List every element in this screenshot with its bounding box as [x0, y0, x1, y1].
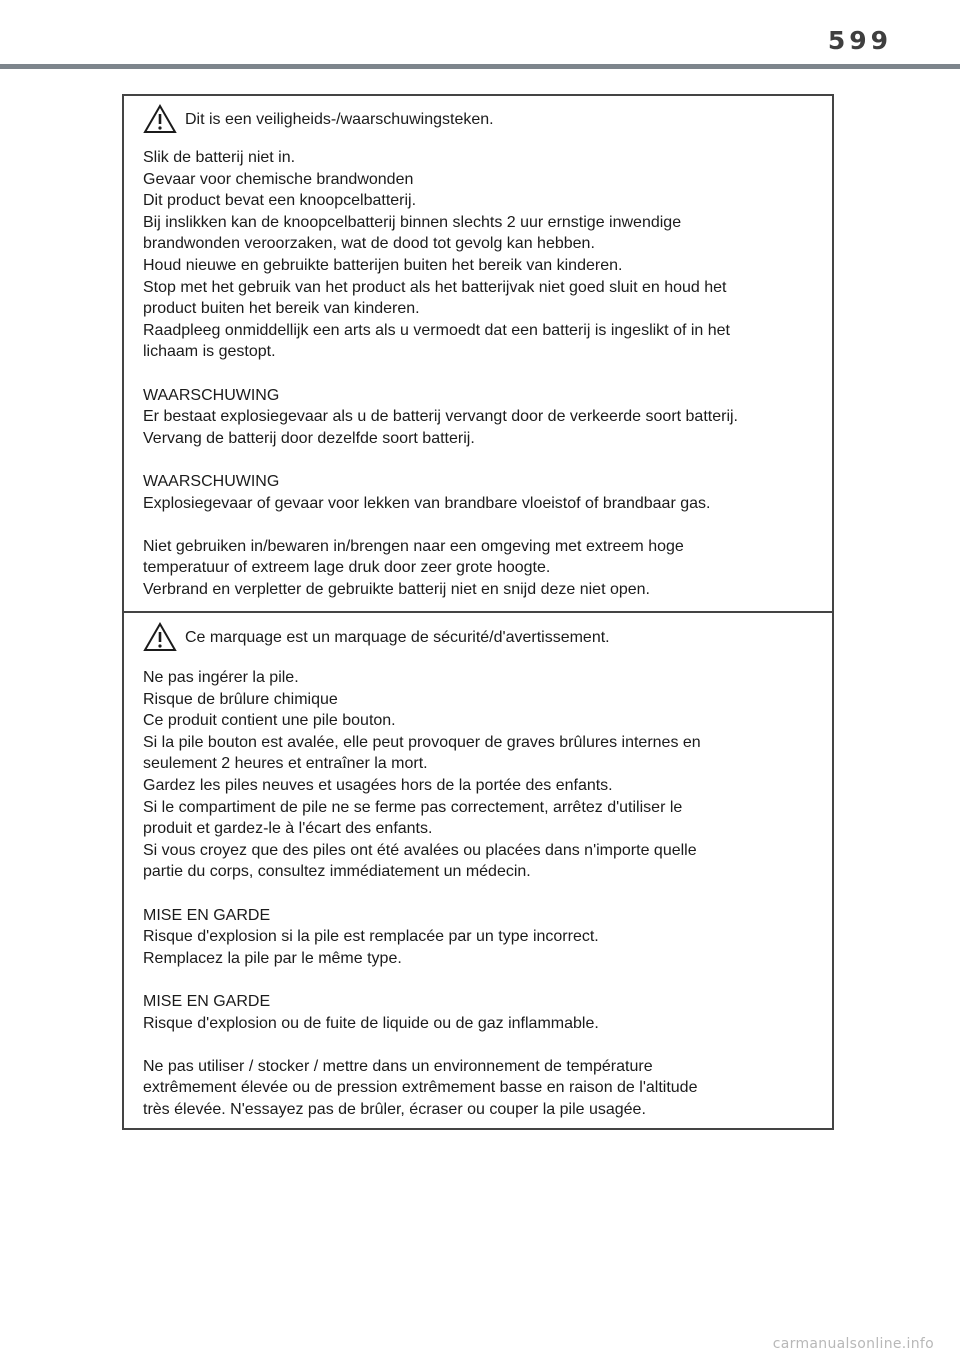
page-number: 599	[827, 26, 892, 55]
dutch-notice-body	[143, 147, 828, 600]
french-paragraph-1: Ne pas ingérer la pile. Risque de brûlure chimique Ce produit contient une pile bouton. Si la pile bouton est avalée, elle peut provoquer de graves brûlures internes en seulement 2 heures et entraîner la mort. Gardez les piles neuves et usagées hors de la portée des enfants. Si le compartiment de pile ne se ferme pas correctement, arrêtez d'utiliser le produit et gardez-le à l'écart des enfants. Si vous croyez que des piles ont été avalées ou placées dans n'importe quelle partie du corps, consultez immédiatement un médecin.	[143, 669, 701, 881]
dutch-notice-section	[124, 96, 832, 612]
header-rule	[0, 64, 960, 69]
french-notice-body	[143, 667, 828, 1120]
french-paragraph-3: MISE EN GARDE Risque d'explosion ou de fuite de liquide ou de gaz inflammable.	[143, 992, 599, 1032]
battery-safety-notice-box	[122, 94, 834, 1130]
dutch-warning-label: Dit is een veiligheids-/waarschuwingsteken.	[185, 110, 494, 128]
dutch-paragraph-3: WAARSCHUWING Explosiegevaar of gevaar voor lekken van brandbare vloeistof of brandbaar gas.	[143, 472, 711, 512]
dutch-paragraph-2: WAARSCHUWING Er bestaat explosiegevaar als u de batterij vervangt door de verkeerde soort batterij. Vervang de batterij door dezelfde soort batterij.	[143, 386, 738, 447]
french-notice-section	[124, 614, 832, 1128]
site-watermark: carmanualsonline.info	[772, 1336, 934, 1352]
warning-triangle-icon	[143, 622, 177, 652]
french-warning-label: Ce marquage est un marquage de sécurité/d'avertissement.	[185, 628, 610, 646]
dutch-paragraph-1: Slik de batterij niet in. Gevaar voor chemische brandwonden Dit product bevat een knoopcelbatterij. Bij inslikken kan de knoopcelbatterij binnen slechts 2 uur ernstige inwendige brandwonden veroorzaken, wat de dood tot gevolg kan hebben. Houd nieuwe en gebruikte batterijen buiten het bereik van kinderen. Stop met het gebruik van het product als het batterijvak niet goed sluit en houd het product buiten het bereik van kinderen. Raadpleeg onmiddellijk een arts als u vermoedt dat een batterij is ingeslikt of in het lichaam is gestopt.	[143, 149, 730, 361]
french-paragraph-4: Ne pas utiliser / stocker / mettre dans un environnement de température extrêmement élevée ou de pression extrêmement basse en raison de l'altitude très élevée. N'essayez pas de brûler, écraser ou couper la pile usagée.	[143, 1057, 698, 1118]
dutch-paragraph-4: Niet gebruiken in/bewaren in/brengen naar een omgeving met extreem hoge temperatuur of extreem lage druk door zeer grote hoogte. Verbrand en verpletter de gebruikte batterij niet en snijd deze niet open.	[143, 537, 684, 598]
french-paragraph-2: MISE EN GARDE Risque d'explosion si la pile est remplacée par un type incorrect. Remplacez la pile par le même type.	[143, 906, 599, 967]
dutch-warning-line	[143, 104, 494, 134]
french-warning-line	[143, 622, 610, 652]
section-divider	[124, 611, 832, 613]
warning-triangle-icon	[143, 104, 177, 134]
